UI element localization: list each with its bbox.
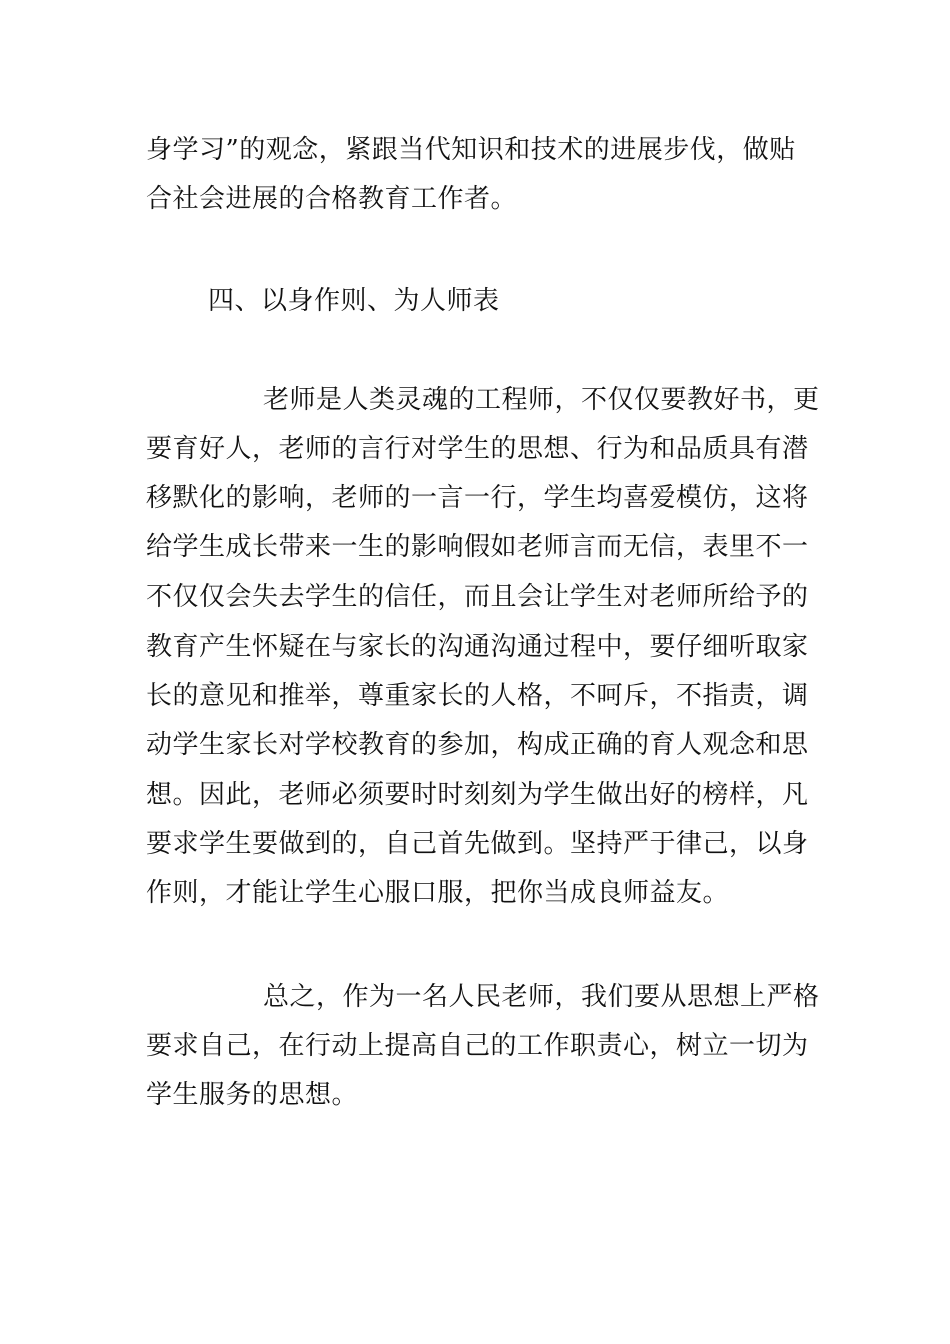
paragraph-2-line-7: 长的意见和推举，尊重家长的人格，不呵斥，不指责，调	[146, 681, 809, 711]
paragraph-1-line-2: 合社会进展的合格教育工作者。	[146, 184, 518, 214]
paragraph-3-line-3: 学生服务的思想。	[146, 1080, 359, 1110]
paragraph-2-line-10: 要求学生要做到的，自己首先做到。坚持严于律己，以身	[146, 829, 809, 859]
paragraph-2-line-6: 教育产生怀疑在与家长的沟通沟通过程中，要仔细听取家	[146, 632, 809, 662]
paragraph-2-line-5: 不仅仅会失去学生的信任，而且会让学生对老师所给予的	[146, 582, 809, 612]
paragraph-2-line-2: 要育好人，老师的言行对学生的思想、行为和品质具有潜	[146, 434, 809, 464]
paragraph-2-line-11: 作则，才能让学生心服口服，把你当成良师益友。	[146, 878, 730, 908]
paragraph-3-line-1: 总之，作为一名人民老师，我们要从思想上严格	[263, 982, 820, 1012]
paragraph-2-line-9: 想。因此，老师必须要时时刻刻为学生做出好的榜样，凡	[146, 780, 809, 810]
section-heading-4: 四、以身作则、为人师表	[208, 286, 500, 316]
paragraph-1-line-1: 身学习”的观念，紧跟当代知识和技术的进展步伐，做贴	[146, 135, 796, 165]
paragraph-2-line-4: 给学生成长带来一生的影响假如老师言而无信，表里不一	[146, 532, 809, 562]
paragraph-2-line-8: 动学生家长对学校教育的参加，构成正确的育人观念和思	[146, 730, 809, 760]
paragraph-2-line-3: 移默化的影响，老师的一言一行，学生均喜爱模仿，这将	[146, 483, 809, 513]
paragraph-3-line-2: 要求自己，在行动上提高自己的工作职责心，树立一切为	[146, 1031, 809, 1061]
paragraph-2-line-1: 老师是人类灵魂的工程师，不仅仅要教好书，更	[263, 385, 820, 415]
